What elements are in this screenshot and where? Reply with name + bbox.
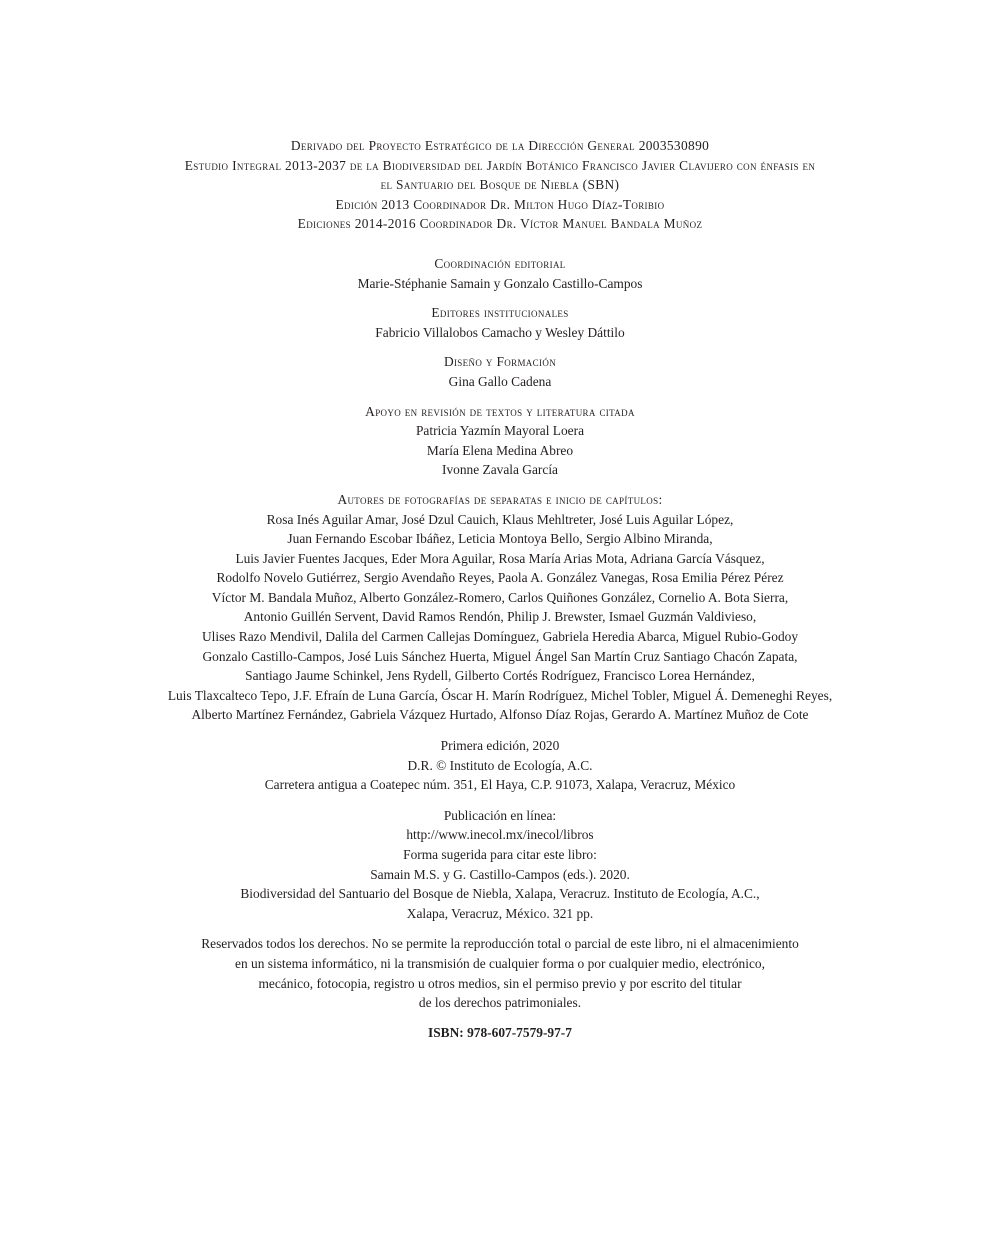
header-line: Ediciones 2014-2016 Coordinador Dr. Víctor Manuel Bandala Muñoz (297, 216, 703, 232)
rights-line: de los derechos patrimoniales. (418, 995, 582, 1011)
rights-line: en un sistema informático, ni la transmisión de cualquier forma o por cualquier medio, electrónico, (235, 955, 765, 971)
section-title: Editores institucionales (431, 305, 569, 321)
text-review-support (0, 402, 1000, 480)
rights-line: Reservados todos los derechos. No se permite la reproducción total o parcial de este libro, ni el almacenimiento (201, 936, 799, 952)
institutional-editors (0, 303, 1000, 342)
credit-name: Ulises Razo Mendivil, Dalila del Carmen Callejas Domínguez, Gabriela Heredia Abarca, Miguel Rubio-Godoy (201, 629, 799, 645)
credit-name: Ivonne Zavala García (442, 462, 558, 478)
credit-name: María Elena Medina Abreo (426, 442, 574, 458)
credit-name: Víctor M. Bandala Muñoz, Alberto González-Romero, Carlos Quiñones González, Cornelio A. Bota Sierra, (211, 589, 789, 605)
credit-name: Rosa Inés Aguilar Amar, José Dzul Cauich, Klaus Mehltreter, José Luis Aguilar López, (266, 511, 734, 527)
credit-name: Patricia Yazmín Mayoral Loera (415, 423, 585, 439)
credit-name: Alberto Martínez Fernández, Gabriela Vázquez Hurtado, Alfonso Díaz Rojas, Gerardo A. Martínez Muñoz de Cote (191, 707, 809, 723)
address-line: Carretera antigua a Coatepec núm. 351, El Haya, C.P. 91073, Xalapa, Veracruz, México (264, 777, 736, 793)
project-header (0, 136, 1000, 234)
publication-url-link[interactable]: http://www.inecol.mx/inecol/libros (406, 827, 594, 843)
section-title: Autores de fotografías de separatas e inicio de capítulos: (337, 491, 663, 507)
credit-name: Juan Fernando Escobar Ibáñez, Leticia Montoya Bello, Sergio Albino Miranda, (287, 531, 713, 547)
section-title: Apoyo en revisión de textos y literatura citada (365, 403, 635, 419)
section-title: Diseño y Formación (443, 354, 557, 370)
copyright-line: D.R. © Instituto de Ecología, A.C. (407, 757, 593, 773)
credit-name: Rodolfo Novelo Gutiérrez, Sergio Avendaño Reyes, Paola A. González Vanegas, Rosa Emilia Pérez Pérez (216, 570, 784, 586)
isbn: ISBN: 978-607-7579-97-7 (428, 1024, 572, 1040)
citation-label: Forma sugerida para citar este libro: (403, 847, 597, 862)
credit-name: Luis Tlaxcalteco Tepo, J.F. Efraín de Luna García, Óscar H. Marín Rodríguez, Michel Tobler, Miguel Á. Demeneghi Reyes, (167, 687, 833, 703)
citation-line: Biodiversidad del Santuario del Bosque de Niebla, Xalapa, Veracruz. Instituto de Ecología, A.C., (240, 886, 760, 902)
publication-info (0, 806, 1000, 924)
citation-line: Samain M.S. y G. Castillo-Campos (eds.). 2020. (370, 866, 630, 882)
header-line: Derivado del Proyecto Estratégico de la Dirección General 2003530890 (290, 138, 710, 153)
design-credits (0, 352, 1000, 391)
colophon-page (0, 136, 1000, 1042)
rights-line: mecánico, fotocopia, registro u otros medios, sin el permiso previo y por escrito del titular (258, 975, 742, 991)
credit-name: Antonio Guillén Servent, David Ramos Rendón, Philip J. Brewster, Ismael Guzmán Valdivieso, (243, 609, 757, 625)
credit-name: Gonzalo Castillo-Campos, José Luis Sánchez Huerta, Miguel Ángel San Martín Cruz Santiago Chacón Zapata, (202, 648, 798, 664)
edition-line: Primera edición, 2020 (440, 738, 560, 754)
editorial-coordination (0, 254, 1000, 293)
header-line: Edición 2013 Coordinador Dr. Milton Hugo Díaz-Toribio (335, 196, 665, 212)
online-publication-label: Publicación en línea: (443, 807, 557, 823)
header-line: Estudio Integral 2013-2037 de la Biodiversidad del Jardín Botánico Francisco Javier Clavijero con énfasis en (184, 157, 816, 173)
rights-notice (0, 934, 1000, 1012)
header-line: el Santuario del Bosque de Niebla (SBN) (380, 177, 620, 193)
edition-info (0, 736, 1000, 795)
section-title: Coordinación editorial (434, 255, 566, 271)
credit-name: Fabricio Villalobos Camacho y Wesley Dáttilo (375, 324, 625, 340)
credit-name: Marie-Stéphanie Samain y Gonzalo Castillo-Campos (357, 275, 643, 291)
credit-name: Santiago Jaume Schinkel, Jens Rydell, Gilberto Cortés Rodríguez, Francisco Lorea Hernández, (245, 668, 755, 684)
citation-line: Xalapa, Veracruz, México. 321 pp. (406, 905, 594, 921)
credit-name: Luis Javier Fuentes Jacques, Eder Mora Aguilar, Rosa María Arias Mota, Adriana García Vásquez, (235, 550, 765, 566)
photo-authors (0, 490, 1000, 725)
credit-name: Gina Gallo Cadena (448, 373, 552, 389)
